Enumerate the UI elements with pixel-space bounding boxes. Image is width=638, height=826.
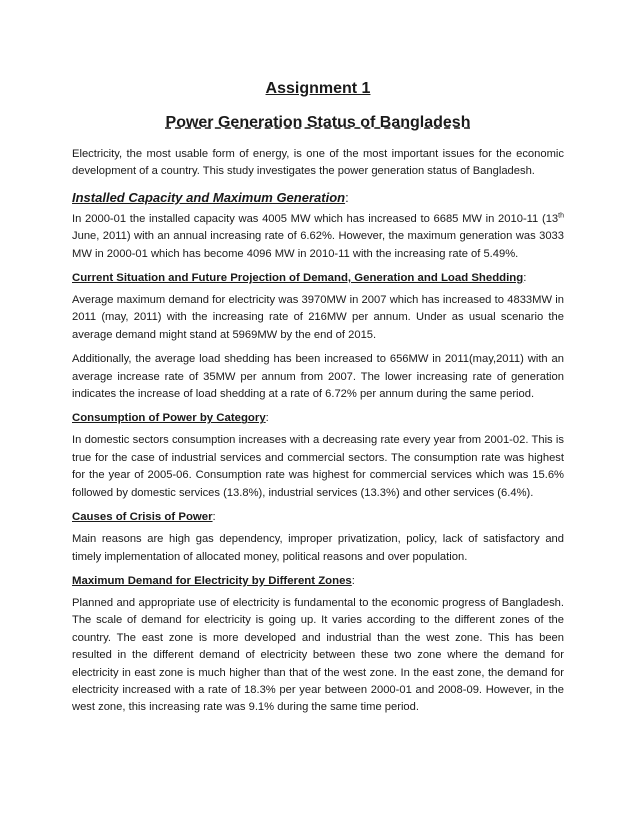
installed-capacity-paragraph	[72, 211, 564, 263]
section-heading-colon: :	[265, 412, 269, 425]
ordinal-superscript: th	[558, 212, 564, 220]
intro-paragraph: Electricity, the most usable form of energy, is one of the most important issues for the economic development of a country. This study investigates the power generation status of Bangladesh.	[72, 148, 564, 178]
section-heading-text: Consumption of Power by Category	[72, 412, 266, 425]
section-heading-colon: :	[345, 189, 349, 205]
section-heading-text: Maximum Demand for Electricity by Different Zones	[72, 574, 352, 587]
section-heading-demand-by-zones	[72, 573, 564, 590]
consumption-paragraph: In domestic sectors consumption increases with a decreasing rate every year from 2001-02. This is true for the case of industrial services and commercial sectors. The consumption rate was highest for the year of 2005-06. Consumption rate was highest for commercial services which was 15.6% followed by domestic services (13.8%), industrial services (13.3%) and other services (6.4%).	[72, 434, 564, 499]
section-heading-causes-of-crisis	[72, 509, 564, 526]
section-heading-text: Causes of Crisis of Power	[72, 511, 213, 524]
section-heading-text: Current Situation and Future Projection of Demand, Generation and Load Shedding	[72, 272, 524, 285]
section-heading-colon: :	[351, 574, 355, 587]
document-title: Assignment 1	[265, 80, 371, 97]
current-situation-paragraph-2: Additionally, the average load shedding has been increased to 656MW in 2011(may,2011) with an average increase rate of 35MW per annum from 2007. The lower increasing rate of generation indicates the increase of load shedding at a rate of 6.72% per annum during the same period.	[72, 353, 564, 401]
causes-of-crisis-paragraph: Main reasons are high gas dependency, improper privatization, policy, lack of satisfactory and timely implementation of allocated money, political reasons and over population.	[72, 533, 564, 563]
demand-by-zones-paragraph: Planned and appropriate use of electricity is fundamental to the economic progress of Bangladesh. The scale of demand for electricity is going up. It varies according to the different zones of the country. The east zone is more developed and industrial than the west zone. This has been resulted in the different demand of electricity between these two zone where the demand for electricity in east zone is much higher than that of the west zone. In the east zone, the demand for electricity increased with a rate of 18.3% per year between 2000-01 and 2008-09. However, in the west zone, this increasing rate was 9.1% during the same time period.	[72, 596, 564, 714]
paragraph-text: In 2000-01 the installed capacity was 4005 MW which has increased to 6685 MW in 2010-11 (13	[72, 212, 559, 225]
section-heading-consumption	[72, 410, 564, 427]
paragraph-text: June, 2011) with an annual increasing rate of 6.62%. However, the maximum generation was 3033 MW in 2000-01 which has become 4096 MW in 2010-11 with the increasing rate of 5.49%.	[72, 230, 564, 260]
section-heading-colon: :	[212, 511, 216, 524]
current-situation-paragraph-1: Average maximum demand for electricity was 3970MW in 2007 which has increased to 4833MW in 2011 (may, 2011) with the increasing rate of 216MW per annum. Under as usual scenario the average demand might stand at 5969MW by the end of 2015.	[72, 294, 564, 341]
document-body	[72, 146, 564, 724]
section-heading-current-situation	[72, 270, 564, 287]
section-heading-text: Installed Capacity and Maximum Generation	[72, 189, 346, 205]
section-heading-installed-capacity	[72, 188, 564, 207]
section-heading-colon: :	[523, 272, 527, 285]
document-subtitle: Power Generation Status of Bangladesh	[165, 114, 471, 131]
